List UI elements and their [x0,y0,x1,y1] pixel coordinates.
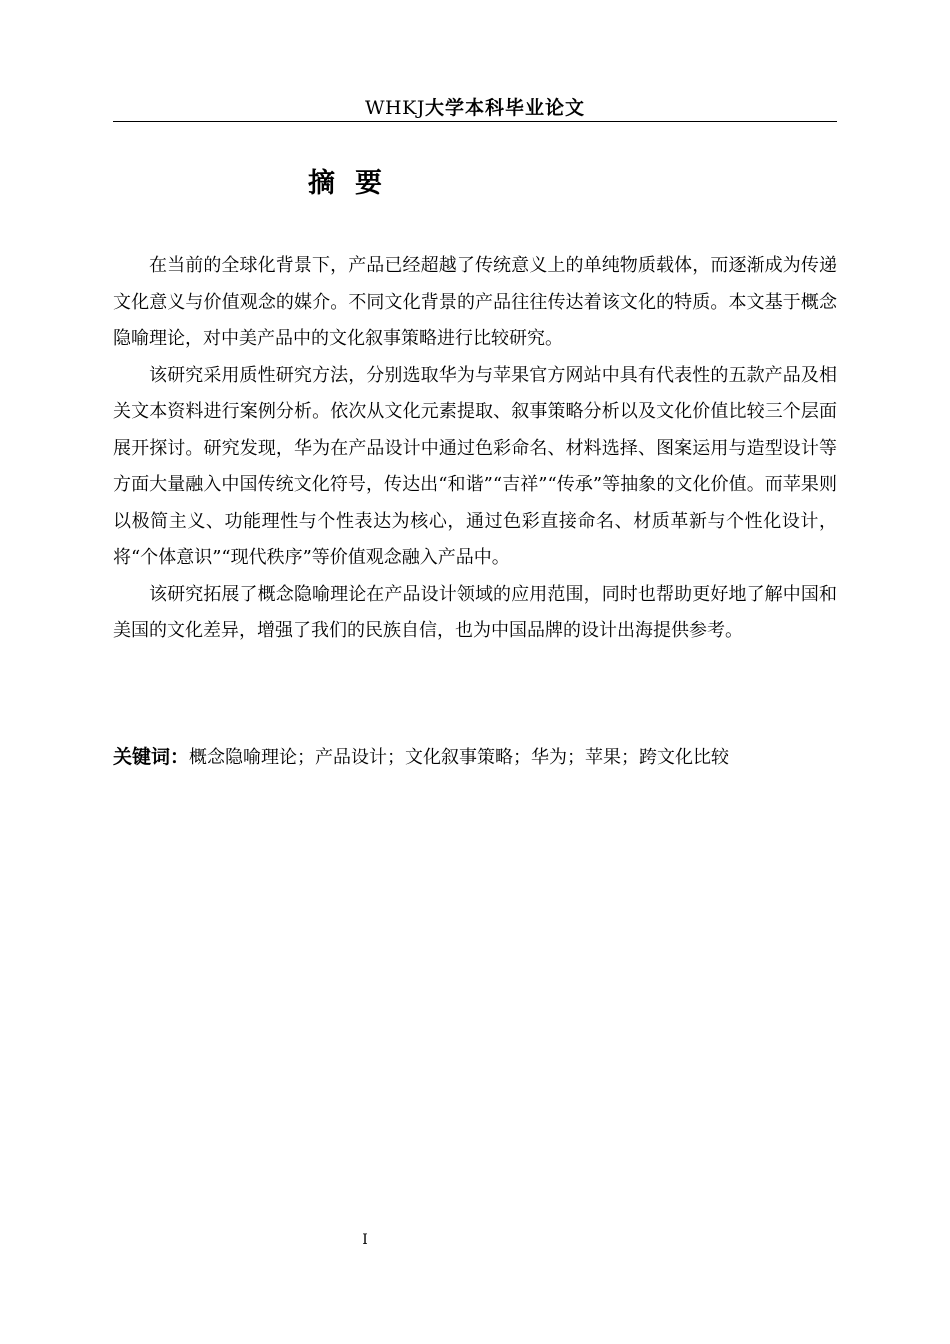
abstract-paragraph-1: 在当前的全球化背景下，产品已经超越了传统意义上的单纯物质载体，而逐渐成为传递文化意义与价值观念的媒介。不同文化背景的产品往往传达着该文化的特质。本文基于概念隐喻理论，对中美产品中的文化叙事策略进行比较研究。 [113,255,837,349]
abstract-body [113,248,837,650]
abstract-paragraph-3: 该研究拓展了概念隐喻理论在产品设计领域的应用范围，同时也帮助更好地了解中国和美国的文化差异，增强了我们的民族自信，也为中国品牌的设计出海提供参考。 [113,583,837,641]
keywords-text: 概念隐喻理论；产品设计；文化叙事策略；华为；苹果；跨文化比较 [189,747,730,768]
header-prefix: WHKJ [365,97,425,119]
header-rule [113,121,837,122]
keywords-label: 关键词： [113,746,190,768]
page-number: I [362,1232,368,1248]
abstract-paragraph-2: 该研究采用质性研究方法，分别选取华为与苹果官方网站中具有代表性的五款产品及相关文本资料进行案例分析。依次从文化元素提取、叙事策略分析以及文化价值比较三个层面展开探讨。研究发现，华为在产品设计中通过色彩命名、材料选择、图案运用与造型设计等方面大量融入中国传统文化符号，传达出“和谐”“吉祥”“传承”等抽象的文化价值。而苹果则以极简主义、功能理性与个性表达为核心，通过色彩直接命名、材质革新与个性化设计，将“个体意识”“现代秩序”等价值观念融入产品中。 [113,364,837,568]
abstract-title: 摘要 [308,168,402,199]
page-header [113,94,837,122]
keywords-line [113,739,837,776]
header-university-title: 大学本科毕业论文 [424,97,585,119]
